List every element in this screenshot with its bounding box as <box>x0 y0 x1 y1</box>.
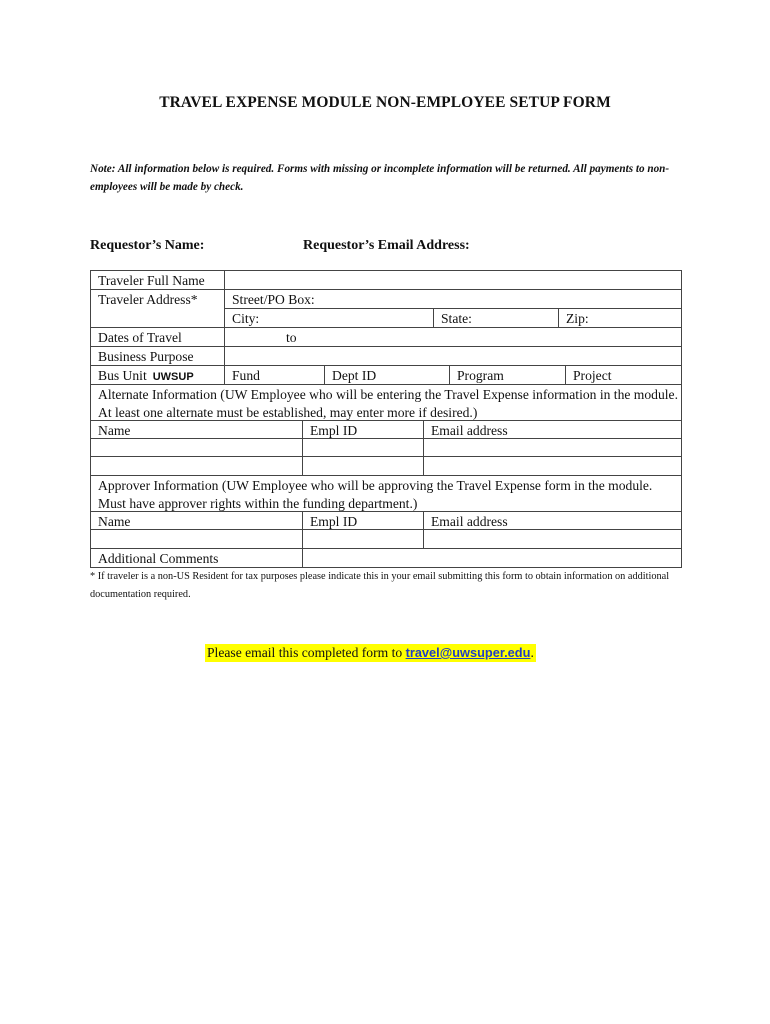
dates-of-travel-field[interactable] <box>224 327 682 347</box>
alternate-empl-id-field[interactable] <box>302 456 424 476</box>
approver-email-header: Email address <box>423 511 682 530</box>
alternate-email-field[interactable] <box>423 438 682 457</box>
alternate-empl-id-field[interactable] <box>302 438 424 457</box>
approver-info-heading: Approver Information (UW Employee who will be approving the Travel Expense form in the module. Must have approver rights within the funding department.) <box>90 475 682 512</box>
alternate-name-field[interactable] <box>90 438 303 457</box>
program-field[interactable]: Program <box>449 365 566 385</box>
email-instruction-end: . <box>530 645 534 660</box>
form-title: TRAVEL EXPENSE MODULE NON-EMPLOYEE SETUP FORM <box>159 94 611 111</box>
business-purpose-label: Business Purpose <box>90 346 225 366</box>
street-field[interactable]: Street/PO Box: <box>224 289 682 309</box>
dates-of-travel-label: Dates of Travel <box>90 327 225 347</box>
traveler-full-name-field[interactable] <box>224 270 682 290</box>
email-instruction <box>205 644 536 662</box>
additional-comments-field[interactable] <box>302 548 682 568</box>
business-purpose-field[interactable] <box>224 346 682 366</box>
dept-id-field[interactable]: Dept ID <box>324 365 450 385</box>
approver-empl-id-header: Empl ID <box>302 511 424 530</box>
alternate-name-header: Name <box>90 420 303 439</box>
bus-unit-code: UWSUP <box>152 371 194 383</box>
zip-field[interactable]: Zip: <box>558 308 682 328</box>
traveler-address-label: Traveler Address* <box>90 289 225 328</box>
travel-email-link[interactable]: travel@uwsuper.edu <box>405 645 531 660</box>
alternate-email-header: Email address <box>423 420 682 439</box>
alternate-info-heading: Alternate Information (UW Employee who will be entering the Travel Expense information in the module. At least one alternate must be established, may enter more if desired.) <box>90 384 682 421</box>
bus-unit-label: Bus Unit <box>98 368 147 383</box>
date-range-to-text: to <box>286 330 297 345</box>
requestor-email-label: Requestor’s Email Address: <box>303 238 470 253</box>
bus-unit-cell <box>90 365 225 385</box>
approver-email-field[interactable] <box>423 529 682 549</box>
required-note: Note: All information below is required. Forms with missing or incomplete information will be returned. All payments to non-employees will be made by check. <box>90 163 670 193</box>
alternate-email-field[interactable] <box>423 456 682 476</box>
setup-form-table <box>90 270 682 568</box>
tax-residency-footnote: * If traveler is a non-US Resident for tax purposes please indicate this in your email submitting this form to obtain information on additional documentation required. <box>90 571 670 600</box>
approver-name-header: Name <box>90 511 303 530</box>
approver-name-field[interactable] <box>90 529 303 549</box>
alternate-name-field[interactable] <box>90 456 303 476</box>
email-instruction-text: Please email this completed form to <box>207 645 406 660</box>
project-field[interactable]: Project <box>565 365 682 385</box>
traveler-full-name-label: Traveler Full Name <box>90 270 225 290</box>
city-field[interactable]: City: <box>224 308 434 328</box>
fund-field[interactable]: Fund <box>224 365 325 385</box>
additional-comments-label: Additional Comments <box>90 548 303 568</box>
approver-empl-id-field[interactable] <box>302 529 424 549</box>
requestor-name-label: Requestor’s Name: <box>90 238 205 253</box>
state-field[interactable]: State: <box>433 308 559 328</box>
alternate-empl-id-header: Empl ID <box>302 420 424 439</box>
